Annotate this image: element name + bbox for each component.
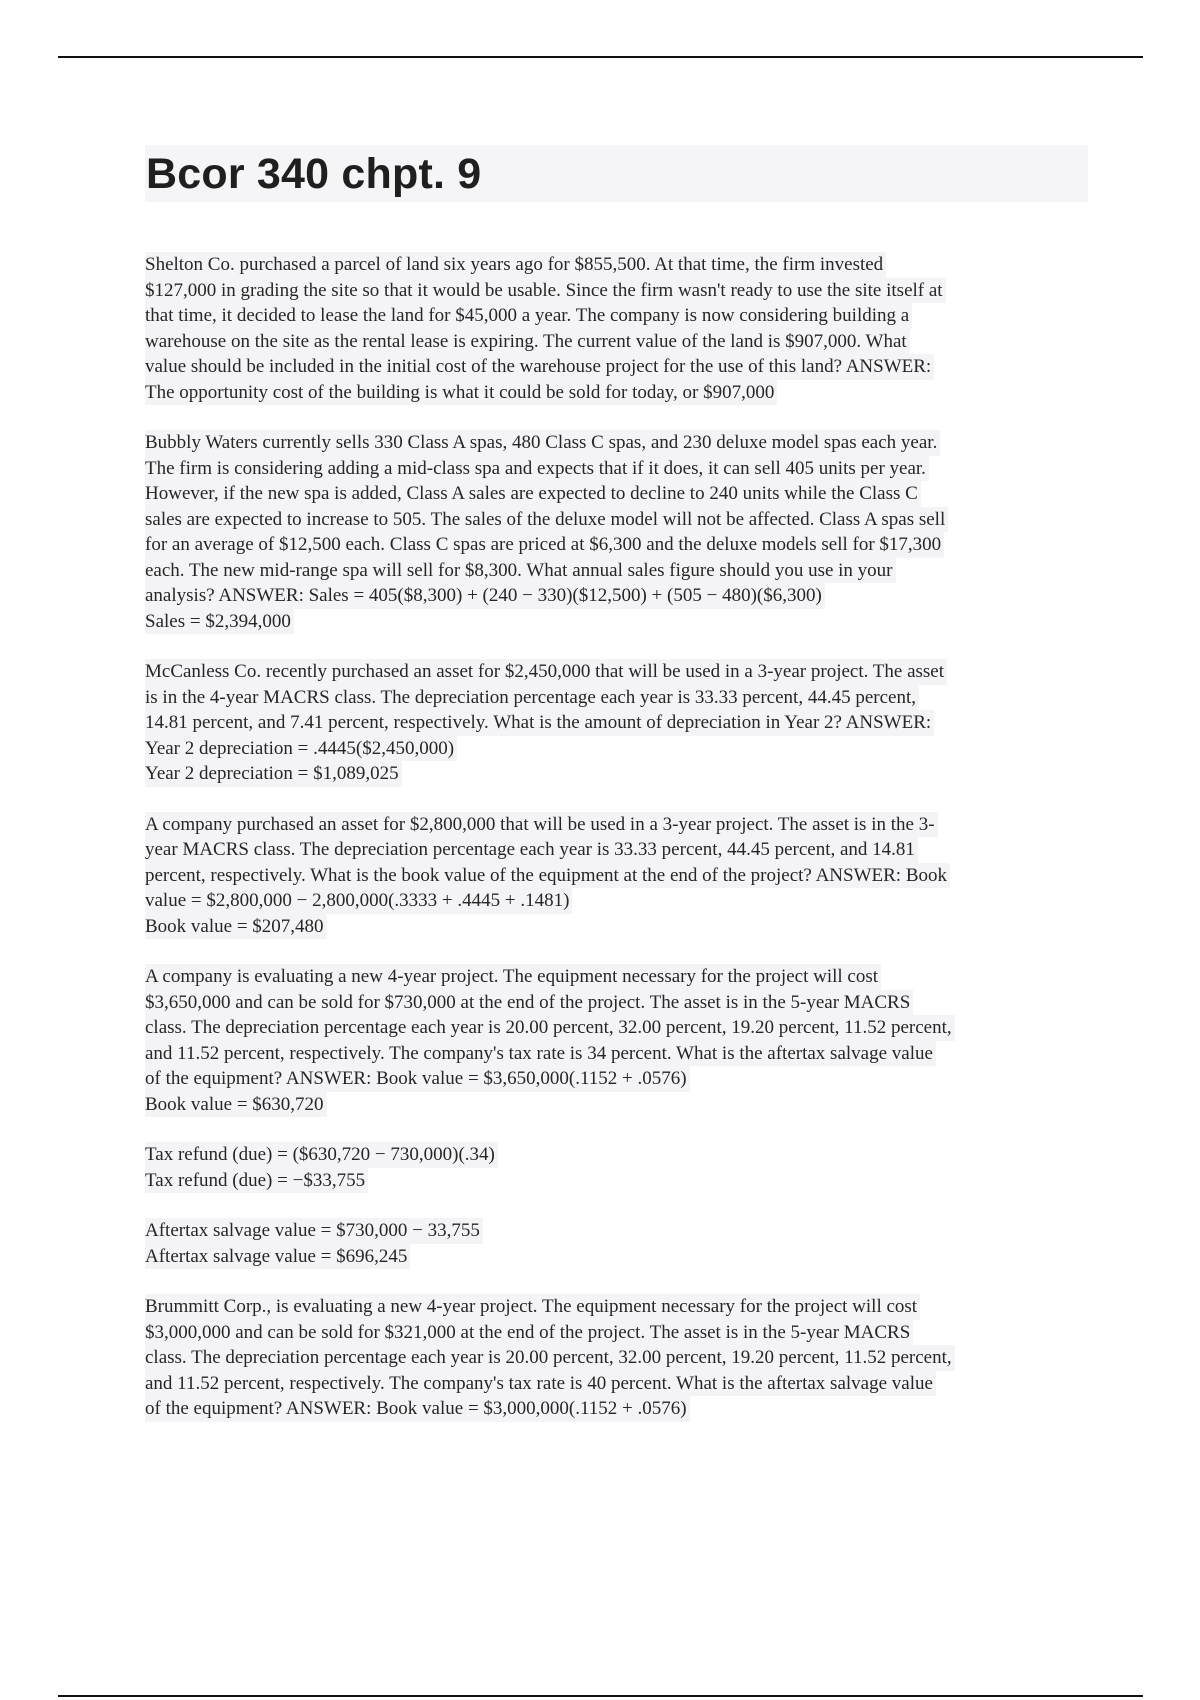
text-line: A company is evaluating a new 4-year project. The equipment necessary for the project will cost (145, 964, 881, 990)
paragraph-block (145, 812, 1090, 940)
text-line-row (145, 837, 1090, 863)
text-line-row (145, 1371, 1090, 1397)
text-line-row (145, 863, 1090, 889)
text-line-row (145, 430, 1090, 456)
text-line-row (145, 1142, 1090, 1168)
text-line: and 11.52 percent, respectively. The company's tax rate is 34 percent. What is the aftertax salvage value (145, 1041, 936, 1067)
text-line-row (145, 252, 1090, 278)
text-line: Aftertax salvage value = $696,245 (145, 1244, 410, 1270)
text-line-row (145, 329, 1090, 355)
text-line-row (145, 456, 1090, 482)
text-line-row (145, 761, 1090, 787)
text-line-row (145, 736, 1090, 762)
text-line: of the equipment? ANSWER: Book value = $3,650,000(.1152 + .0576) (145, 1066, 690, 1092)
page-title: Bcor 340 chpt. 9 (146, 150, 482, 198)
text-line: Brummitt Corp., is evaluating a new 4-year project. The equipment necessary for the project will cost (145, 1294, 920, 1320)
text-line: that time, it decided to lease the land for $45,000 a year. The company is now considering building a (145, 303, 912, 329)
text-line-row (145, 1320, 1090, 1346)
text-line: $3,000,000 and can be sold for $321,000 at the end of the project. The asset is in the 5-year MACRS (145, 1320, 913, 1346)
text-line-row (145, 710, 1090, 736)
text-line: Tax refund (due) = −$33,755 (145, 1168, 368, 1194)
text-line: Aftertax salvage value = $730,000 − 33,755 (145, 1218, 483, 1244)
text-line-row (145, 1092, 1090, 1118)
text-line: analysis? ANSWER: Sales = 405($8,300) + (240 − 330)($12,500) + (505 − 480)($6,300) (145, 583, 825, 609)
text-line: McCanless Co. recently purchased an asset for $2,450,000 that will be used in a 3-year project. The asset (145, 659, 947, 685)
text-line-row (145, 583, 1090, 609)
text-line: value = $2,800,000 − 2,800,000(.3333 + .4445 + .1481) (145, 888, 572, 914)
text-line: is in the 4-year MACRS class. The depreciation percentage each year is 33.33 percent, 44.45 percent, (145, 685, 919, 711)
paragraph-block (145, 659, 1090, 787)
text-line-row (145, 609, 1090, 635)
text-line-row (145, 532, 1090, 558)
text-line-row (145, 303, 1090, 329)
text-line: A company purchased an asset for $2,800,000 that will be used in a 3-year project. The asset is in the 3- (145, 812, 938, 838)
text-line: for an average of $12,500 each. Class C spas are priced at $6,300 and the deluxe models sell for $17,300 (145, 532, 944, 558)
text-line: each. The new mid-range spa will sell for $8,300. What annual sales figure should you use in your (145, 558, 896, 584)
bottom-divider (58, 1695, 1143, 1697)
paragraph-block (145, 1218, 1090, 1269)
text-line-row (145, 354, 1090, 380)
text-line-row (145, 1168, 1090, 1194)
document-body (145, 252, 1090, 1447)
text-line: warehouse on the site as the rental lease is expiring. The current value of the land is $907,000. What (145, 329, 910, 355)
text-line-row (145, 481, 1090, 507)
text-line: class. The depreciation percentage each year is 20.00 percent, 32.00 percent, 19.20 percent, 11.52 percent, (145, 1345, 955, 1371)
text-line: Shelton Co. purchased a parcel of land six years ago for $855,500. At that time, the firm invested (145, 252, 886, 278)
text-line-row (145, 558, 1090, 584)
text-line-row (145, 812, 1090, 838)
text-line: of the equipment? ANSWER: Book value = $3,000,000(.1152 + .0576) (145, 1396, 690, 1422)
text-line: 14.81 percent, and 7.41 percent, respectively. What is the amount of depreciation in Year 2? ANSWER: (145, 710, 934, 736)
paragraph-block (145, 1142, 1090, 1193)
text-line-row (145, 1294, 1090, 1320)
text-line: However, if the new spa is added, Class A sales are expected to decline to 240 units while the Class C (145, 481, 921, 507)
text-line: Year 2 depreciation = .4445($2,450,000) (145, 736, 457, 762)
text-line-row (145, 1015, 1090, 1041)
text-line: $3,650,000 and can be sold for $730,000 at the end of the project. The asset is in the 5-year MACRS (145, 990, 913, 1016)
text-line-row (145, 888, 1090, 914)
text-line-row (145, 1345, 1090, 1371)
text-line: class. The depreciation percentage each year is 20.00 percent, 32.00 percent, 19.20 percent, 11.52 percent, (145, 1015, 955, 1041)
paragraph-block (145, 430, 1090, 634)
text-line: value should be included in the initial cost of the warehouse project for the use of this land? ANSWER: (145, 354, 934, 380)
text-line: Year 2 depreciation = $1,089,025 (145, 761, 402, 787)
text-line-row (145, 1244, 1090, 1270)
paragraph-block (145, 252, 1090, 405)
text-line: Bubbly Waters currently sells 330 Class A spas, 480 Class C spas, and 230 deluxe model spas each year. (145, 430, 940, 456)
text-line: sales are expected to increase to 505. The sales of the deluxe model will not be affected. Class A spas sell (145, 507, 948, 533)
text-line-row (145, 1396, 1090, 1422)
text-line-row (145, 964, 1090, 990)
text-line-row (145, 1218, 1090, 1244)
text-line-row (145, 380, 1090, 406)
text-line-row (145, 914, 1090, 940)
text-line: year MACRS class. The depreciation percentage each year is 33.33 percent, 44.45 percent, and 14.81 (145, 837, 918, 863)
text-line-row (145, 659, 1090, 685)
text-line: Book value = $630,720 (145, 1092, 327, 1118)
text-line-row (145, 1066, 1090, 1092)
text-line-row (145, 990, 1090, 1016)
text-line: $127,000 in grading the site so that it would be usable. Since the firm wasn't ready to use the site itself at (145, 278, 946, 304)
top-divider (58, 56, 1143, 58)
paragraph-block (145, 1294, 1090, 1422)
text-line-row (145, 1041, 1090, 1067)
text-line-row (145, 278, 1090, 304)
text-line: and 11.52 percent, respectively. The company's tax rate is 40 percent. What is the aftertax salvage value (145, 1371, 936, 1397)
text-line: The firm is considering adding a mid-class spa and expects that if it does, it can sell 405 units per year. (145, 456, 929, 482)
paragraph-block (145, 964, 1090, 1117)
text-line: Book value = $207,480 (145, 914, 327, 940)
text-line: Tax refund (due) = ($630,720 − 730,000)(.34) (145, 1142, 498, 1168)
text-line-row (145, 685, 1090, 711)
text-line: percent, respectively. What is the book value of the equipment at the end of the project? ANSWER: Book (145, 863, 950, 889)
text-line: Sales = $2,394,000 (145, 609, 294, 635)
text-line-row (145, 507, 1090, 533)
text-line: The opportunity cost of the building is what it could be sold for today, or $907,000 (145, 380, 777, 406)
